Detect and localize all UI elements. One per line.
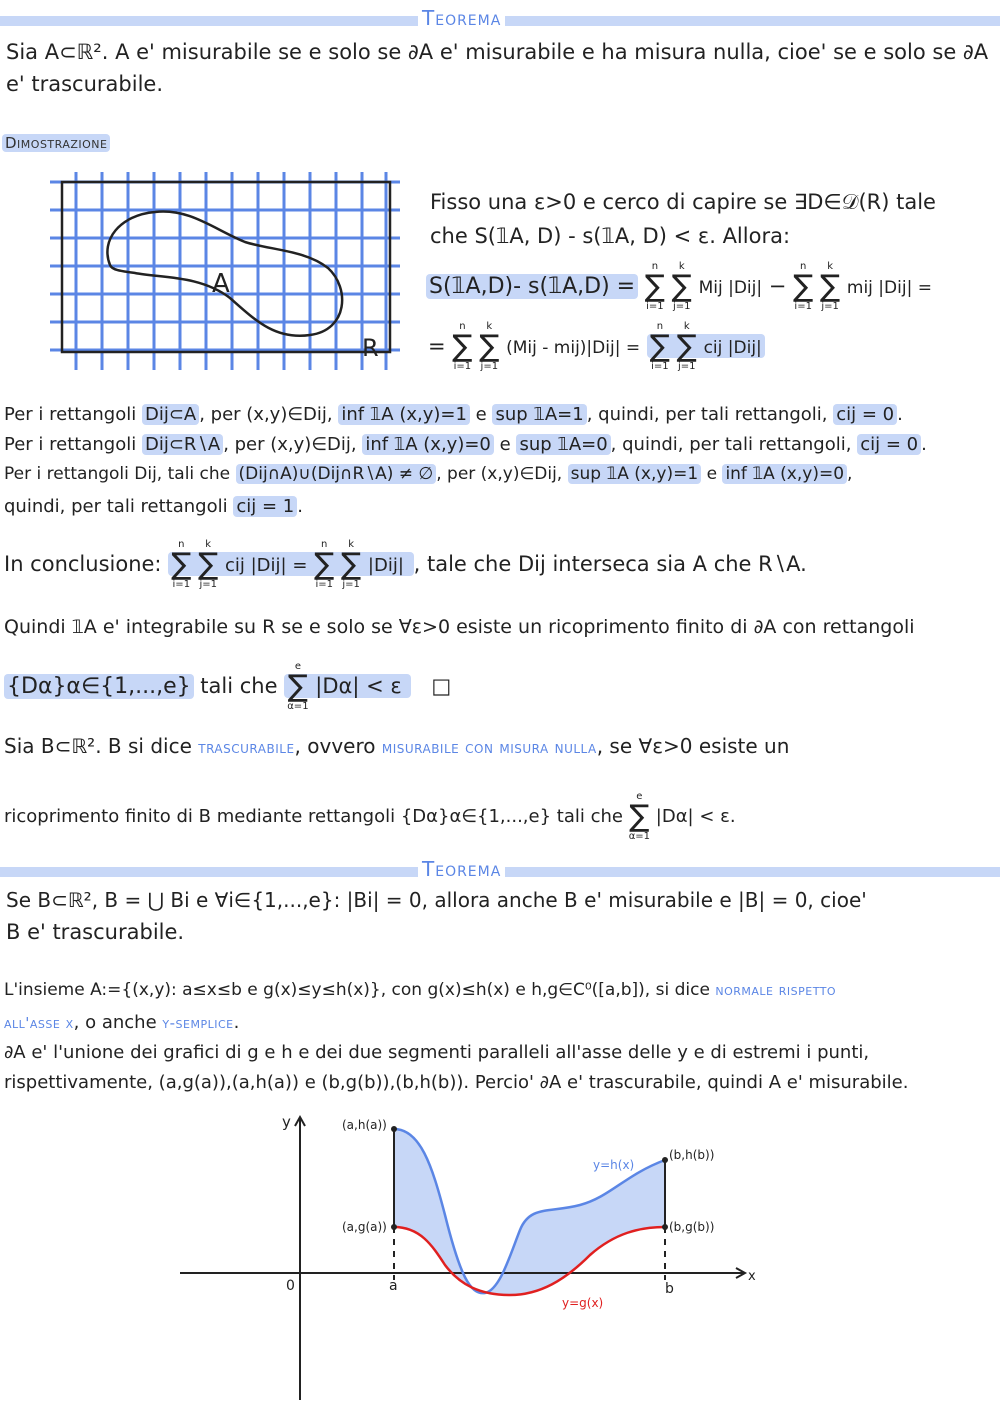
definition-line1: Sia B⊂ℝ². B si dice trascurabile, ovvero misurabile con misura nulla, se ∀ε>0 esiste un [4, 734, 790, 758]
origin-label: 0 [286, 1278, 295, 1294]
case-2: Per i rettangoli Dij⊂R∖A , per (x,y)∈Dij, inf 𝟙A (x,y)=0 e sup 𝟙A=0 , quindi, per tali rettangoli, cij = 0 . [4, 434, 927, 455]
equation-row-2 [428, 322, 765, 372]
a-label: a [389, 1278, 398, 1294]
sum-j-3: k ∑ j=1 [479, 321, 500, 372]
proof-text-2: che S(𝟙A, D) - s(𝟙A, D) < ε. Allora: [430, 224, 791, 248]
eq2-term1: (Mij - mij)|Dij| = [506, 338, 641, 358]
eq1-term1: Mij |Dij| [698, 278, 763, 298]
case-1: Per i rettangoli Dij⊂A , per (x,y)∈Dij, inf 𝟙A (x,y)=1 e sup 𝟙A=1 , quindi, per tali rettangoli, cij = 0 . [4, 404, 903, 425]
normal-line3: ∂A e' l'unione dei grafici di g e h e dei due segmenti paralleli all'asse delle y e di estremi i punti, [4, 1042, 870, 1063]
eq2-eq: = [428, 334, 446, 358]
theorem-2-line1: Se B⊂ℝ², B = ⋃ Bi e ∀i∈{1,...,e}: |Bi| = 0, allora anche B e' misurabile e |B| = 0, cioe' [6, 888, 867, 912]
conclusion-quindi: Quindi 𝟙A e' integrabile su R se e solo se ∀ε>0 esiste un ricoprimento finito di ∂A con rettangoli [4, 616, 915, 638]
region-A-fill [394, 1129, 665, 1295]
proof-text-1: Fisso una ε>0 e cerco di capire se ∃D∈𝒟(R) tale [430, 190, 936, 214]
theorem-2-label: Teorema [418, 857, 505, 881]
sum-j-2: k ∑ j=1 [819, 261, 841, 312]
term-normale-rispetto: normale rispetto [715, 981, 837, 999]
sum-i-2: n ∑ i=1 [793, 261, 814, 312]
p-bh-label: (b,h(b)) [669, 1148, 715, 1162]
p-ag-label: (a,g(a)) [342, 1220, 387, 1234]
point-ah [391, 1126, 397, 1132]
case-3: Per i rettangoli Dij, tali che (Dij∩A)∪(Dij∩R∖A) ≠ ∅ , per (x,y)∈Dij, sup 𝟙A (x,y)=1 e inf 𝟙A (x,y)=0 , [4, 464, 853, 484]
eq1-minus: − [768, 274, 787, 298]
point-ag [391, 1224, 397, 1230]
proof-label: Dimostrazione [2, 134, 110, 152]
equation-row-1 [426, 262, 932, 312]
g-curve-label: y=g(x) [562, 1296, 604, 1310]
set-A-label: A [212, 269, 230, 299]
point-bg [662, 1224, 668, 1230]
sum-j: k ∑ j=1 [671, 261, 692, 312]
theorem-1-label: Teorema [418, 6, 505, 30]
normal-domain-graph [170, 1105, 770, 1405]
term-trascurabile: trascurabile [198, 738, 295, 758]
p-ah-label: (a,h(a)) [342, 1118, 387, 1132]
eq2-term2: cij |Dij| [703, 338, 762, 358]
term-asse-x: all'asse x [4, 1014, 74, 1032]
rect-R-label: R [362, 334, 379, 362]
normal-line2: all'asse x, o anche y-semplice. [4, 1012, 240, 1033]
theorem-1-text-line2: e' trascurabile. [6, 72, 163, 96]
theorem-1-text-line1: Sia A⊂ℝ². A e' misurabile se e solo se ∂A e' misurabile e ha misura nulla, cioe' se e solo se ∂A [6, 40, 989, 64]
sum-i-4: n ∑ i=1 [649, 321, 670, 372]
term-y-semplice: y-semplice [162, 1014, 234, 1032]
eq1-lhs: S(𝟙A,D)- s(𝟙A,D) = [426, 274, 638, 299]
y-axis-label: y [282, 1113, 291, 1131]
conclusion-family-row: {Dα}α∈{1,...,e} tali che e ∑ α=1 |Dα| < ε □ [4, 662, 451, 712]
x-axis-label: x [748, 1269, 756, 1284]
conclusion-hl-1: n ∑ i=1 k ∑ j=1 cij |Dij| = n ∑ i=1 k ∑ j=1 |Dij| [168, 552, 413, 576]
h-curve-label: y=h(x) [593, 1158, 635, 1172]
b-label: b [665, 1281, 674, 1297]
sum-i: n ∑ i=1 [644, 261, 665, 312]
grid-figure [40, 170, 410, 375]
conclusion-row: In conclusione: n ∑ i=1 k ∑ j=1 cij |Dij| = n ∑ i=1 k ∑ j=1 |Dij| , tale che Dij interseca sia A che R∖A. [4, 539, 807, 590]
eq1-term2: mij |Dij| = [846, 278, 932, 298]
theorem-2-line2: B e' trascurabile. [6, 920, 185, 944]
point-bh [662, 1157, 668, 1163]
p-bg-label: (b,g(b)) [669, 1220, 715, 1234]
term-misura-nulla: misurabile con misura nulla [381, 738, 597, 758]
definition-line2: ricoprimento finito di B mediante rettangoli {Dα}α∈{1,...,e} tali che e ∑ α=1 |Dα| < ε. [4, 791, 736, 842]
normal-line1: L'insieme A:={(x,y): a≤x≤b e g(x)≤y≤h(x)}, con g(x)≤h(x) e h,g∈C⁰([a,b]), si dice normale rispetto [4, 980, 837, 1000]
eq2-highlight [647, 321, 765, 372]
normal-line4: rispettivamente, (a,g(a)),(a,h(a)) e (b,g(b)),(b,h(b)). Percio' ∂A e' trascurabile, quindi A e' misurabile. [4, 1072, 909, 1093]
sum-i-3: n ∑ i=1 [452, 321, 473, 372]
case-3-line2: quindi, per tali rettangoli cij = 1 . [4, 496, 303, 517]
sum-j-4: k ∑ j=1 [676, 321, 697, 372]
conclusion-sum: e ∑ α=1 |Dα| < ε [284, 674, 411, 698]
qed-symbol: □ [431, 674, 452, 698]
